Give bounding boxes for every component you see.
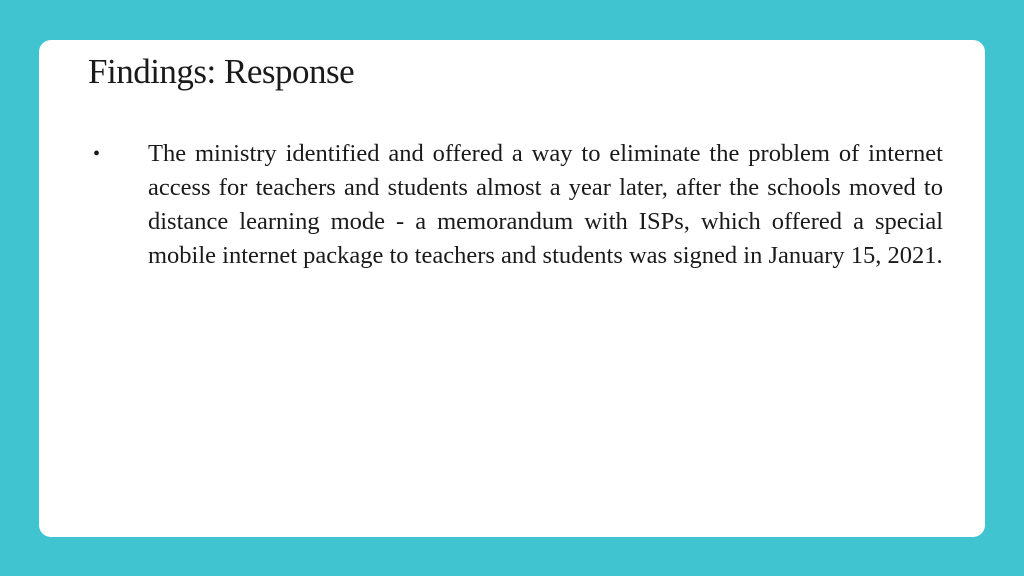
bullet-text: The ministry identified and offered a way to eliminate the problem of internet access for teachers and students almost a year later, after the schools moved to distance learning mode - a memorandum with ISPs, which offered a special mobile internet package to teachers and students was signed in January 15, 2021.	[148, 140, 943, 269]
bullet-item	[93, 137, 943, 273]
bullet-marker: •	[93, 143, 101, 165]
bullet-list	[93, 137, 943, 273]
slide-card	[39, 40, 985, 537]
slide-title: Findings: Response	[88, 52, 355, 91]
